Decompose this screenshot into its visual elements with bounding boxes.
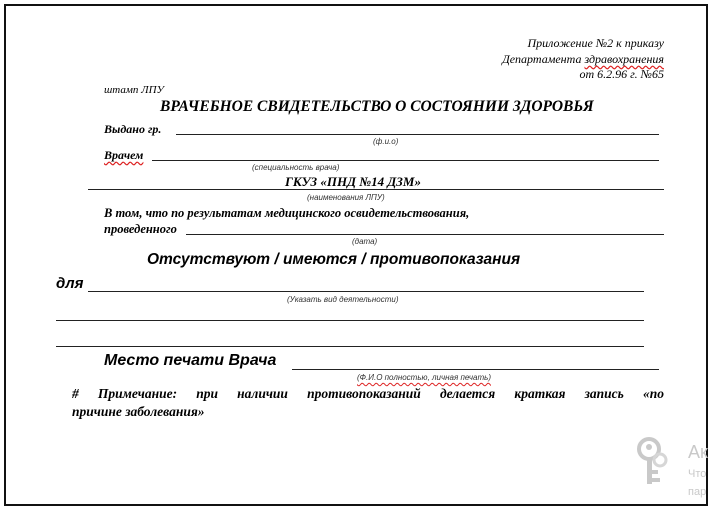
institution-caption: (наименования ЛПУ)	[307, 193, 385, 202]
blank-line-1[interactable]	[56, 320, 644, 321]
order-line-1: Приложение №2 к приказу	[527, 36, 664, 50]
stamp-label: штамп ЛПУ	[104, 84, 164, 96]
conducted-line[interactable]	[186, 234, 664, 235]
for-activity-label: для	[56, 275, 84, 292]
note-line-2: причине заболевания»	[72, 404, 205, 419]
issued-to-caption: (ф.и.о)	[373, 137, 399, 146]
result-text: В том, что по результатам медицинского освидетельствования,	[104, 206, 470, 220]
order-line-2-prefix: Департамента	[502, 52, 585, 66]
key-icon	[636, 436, 670, 488]
conducted-label: проведенного	[104, 222, 177, 236]
order-line-2	[502, 52, 664, 67]
watermark-line-1: Ак	[688, 442, 708, 462]
doctor-label-text: Врачем	[104, 148, 144, 162]
page-title: ВРАЧЕБНОЕ СВИДЕТЕЛЬСТВО О СОСТОЯНИИ ЗДОРОВЬЯ	[160, 98, 594, 115]
issued-to-label: Выдано гр.	[104, 122, 162, 136]
order-line-3: от 6.2.96 г. №65	[579, 67, 664, 81]
conducted-caption: (дата)	[352, 237, 378, 246]
doctor-caption: (специальность врача)	[252, 163, 340, 172]
seal-caption: (Ф.И.О полностью, личная печать)	[357, 373, 491, 382]
order-line-2-word: здравохранения	[584, 52, 664, 66]
seal-label: Место печати Врача	[104, 352, 277, 369]
doctor-label	[104, 148, 143, 163]
watermark-line-2: Что	[688, 468, 707, 480]
issued-to-line[interactable]	[176, 134, 659, 135]
for-activity-caption: (Указать вид деятельности)	[287, 295, 399, 304]
institution-line	[88, 189, 664, 190]
seal-line[interactable]	[292, 369, 659, 370]
contraindications-options: Отсутствуют / имеются / противопоказания	[147, 251, 521, 268]
watermark	[636, 434, 714, 511]
institution-name: ГКУЗ «ПНД №14 ДЗМ»	[285, 174, 421, 189]
note-line-1: # Примечание: при наличии противопоказаний делается краткая запись «по	[72, 386, 664, 401]
for-activity-line[interactable]	[88, 291, 644, 292]
blank-line-2[interactable]	[56, 346, 644, 347]
watermark-line-3: пар	[688, 486, 707, 498]
doctor-line[interactable]	[152, 160, 659, 161]
